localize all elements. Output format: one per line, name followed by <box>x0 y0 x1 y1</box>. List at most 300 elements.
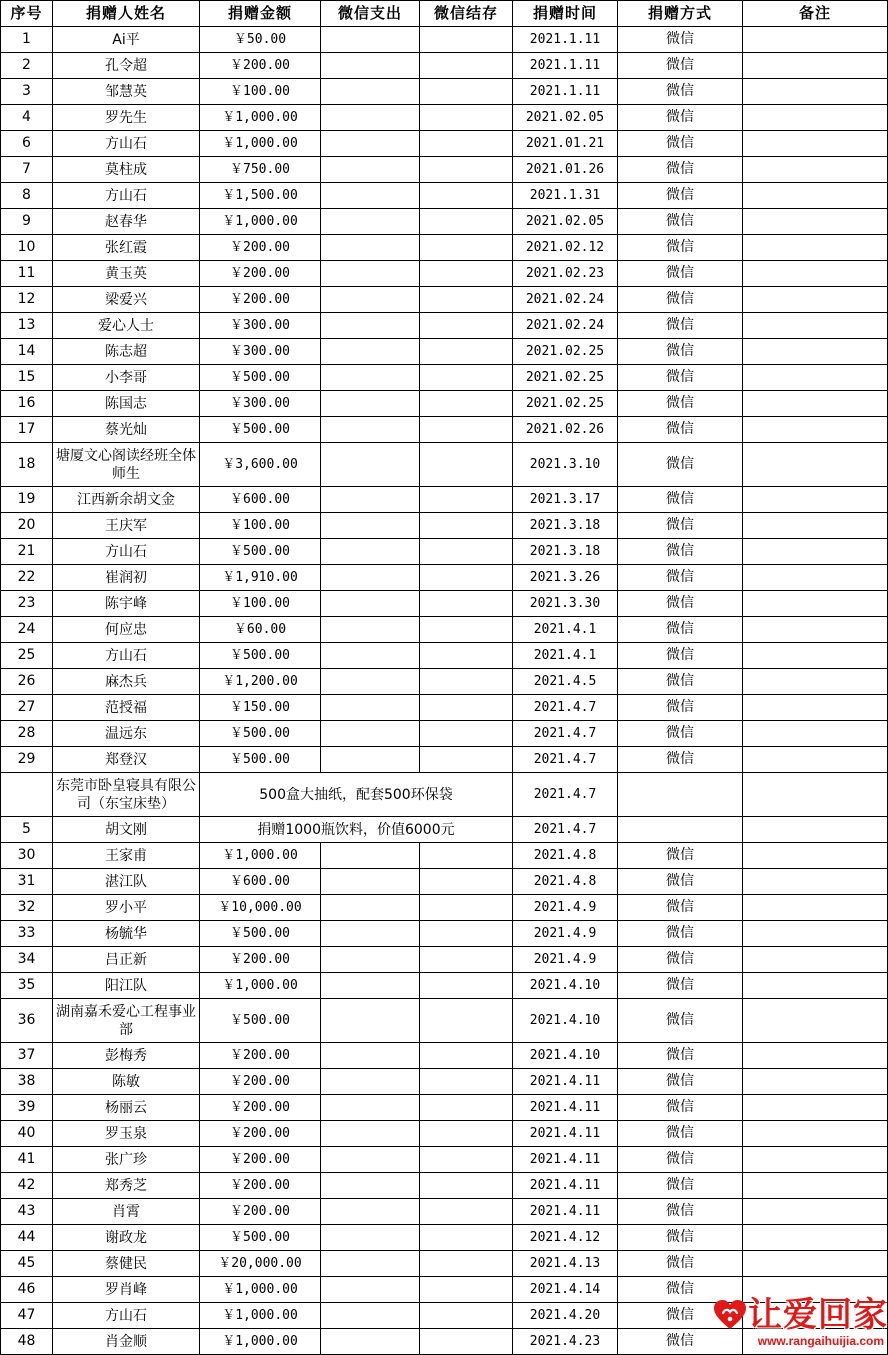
cell-method: 微信 <box>618 617 743 643</box>
cell-amount: ￥500.00 <box>200 539 321 565</box>
cell-remarks <box>743 999 888 1043</box>
cell-remarks <box>743 539 888 565</box>
cell-donor-name: 麻杰兵 <box>53 669 200 695</box>
cell-date: 2021.02.23 <box>513 261 618 287</box>
cell-donor-name: 东莞市卧皇寝具有限公司（东宝床垫） <box>53 773 200 817</box>
cell-wechat-expense <box>321 1277 420 1303</box>
cell-wechat-balance <box>420 1329 513 1355</box>
cell-remarks <box>743 1173 888 1199</box>
cell-remarks <box>743 209 888 235</box>
table-row <box>1 79 888 105</box>
cell-wechat-balance <box>420 999 513 1043</box>
cell-wechat-expense <box>321 53 420 79</box>
table-row <box>1 721 888 747</box>
cell-remarks <box>743 617 888 643</box>
cell-amount: ￥500.00 <box>200 643 321 669</box>
cell-method: 微信 <box>618 209 743 235</box>
cell-method: 微信 <box>618 417 743 443</box>
table-row <box>1 157 888 183</box>
cell-wechat-balance <box>420 235 513 261</box>
cell-serial: 35 <box>1 973 53 999</box>
cell-remarks <box>743 235 888 261</box>
cell-amount: ￥1,000.00 <box>200 105 321 131</box>
cell-serial <box>1 773 53 817</box>
table-body <box>1 27 888 1355</box>
table-row <box>1 1329 888 1355</box>
cell-date: 2021.1.31 <box>513 183 618 209</box>
cell-serial: 11 <box>1 261 53 287</box>
cell-date: 2021.4.7 <box>513 721 618 747</box>
cell-remarks <box>743 1069 888 1095</box>
cell-amount: ￥60.00 <box>200 617 321 643</box>
cell-wechat-expense <box>321 1329 420 1355</box>
cell-amount: ￥200.00 <box>200 1121 321 1147</box>
cell-wechat-balance <box>420 1043 513 1069</box>
cell-wechat-balance <box>420 1147 513 1173</box>
cell-amount: ￥100.00 <box>200 79 321 105</box>
cell-date: 2021.1.11 <box>513 53 618 79</box>
cell-serial: 21 <box>1 539 53 565</box>
cell-remarks <box>743 1303 888 1329</box>
cell-date: 2021.02.24 <box>513 313 618 339</box>
table-row <box>1 287 888 313</box>
cell-donor-name: 罗先生 <box>53 105 200 131</box>
table-row <box>1 365 888 391</box>
cell-wechat-balance <box>420 1277 513 1303</box>
cell-wechat-expense <box>321 1069 420 1095</box>
cell-amount: ￥200.00 <box>200 261 321 287</box>
cell-amount: ￥1,000.00 <box>200 843 321 869</box>
cell-serial: 31 <box>1 869 53 895</box>
cell-method: 微信 <box>618 721 743 747</box>
header-cell-remarks: 备注 <box>743 1 888 27</box>
table-row <box>1 843 888 869</box>
cell-wechat-expense <box>321 339 420 365</box>
cell-method: 微信 <box>618 921 743 947</box>
cell-wechat-expense <box>321 105 420 131</box>
cell-donor-name: 罗玉泉 <box>53 1121 200 1147</box>
cell-date: 2021.4.1 <box>513 643 618 669</box>
cell-remarks <box>743 747 888 773</box>
cell-method: 微信 <box>618 1147 743 1173</box>
cell-wechat-balance <box>420 895 513 921</box>
cell-date: 2021.02.05 <box>513 209 618 235</box>
cell-remarks <box>743 339 888 365</box>
cell-serial: 24 <box>1 617 53 643</box>
cell-wechat-expense <box>321 443 420 487</box>
cell-wechat-balance <box>420 183 513 209</box>
cell-amount: ￥300.00 <box>200 339 321 365</box>
cell-date: 2021.4.1 <box>513 617 618 643</box>
table-row <box>1 391 888 417</box>
cell-date: 2021.01.21 <box>513 131 618 157</box>
table-row <box>1 747 888 773</box>
cell-remarks <box>743 183 888 209</box>
cell-wechat-balance <box>420 487 513 513</box>
cell-wechat-balance <box>420 843 513 869</box>
cell-donor-name: 王家甫 <box>53 843 200 869</box>
cell-amount: ￥1,910.00 <box>200 565 321 591</box>
cell-wechat-expense <box>321 1199 420 1225</box>
cell-date: 2021.1.11 <box>513 79 618 105</box>
cell-remarks <box>743 721 888 747</box>
cell-wechat-balance <box>420 1303 513 1329</box>
cell-date: 2021.4.12 <box>513 1225 618 1251</box>
cell-remarks <box>743 869 888 895</box>
cell-date: 2021.4.11 <box>513 1121 618 1147</box>
cell-serial: 48 <box>1 1329 53 1355</box>
cell-wechat-expense <box>321 513 420 539</box>
cell-serial: 4 <box>1 105 53 131</box>
cell-donor-name: 梁爱兴 <box>53 287 200 313</box>
cell-donor-name: 莫柱成 <box>53 157 200 183</box>
cell-amount: ￥200.00 <box>200 53 321 79</box>
cell-amount: ￥20,000.00 <box>200 1251 321 1277</box>
cell-donor-name: 陈国志 <box>53 391 200 417</box>
cell-serial: 20 <box>1 513 53 539</box>
cell-date: 2021.4.10 <box>513 973 618 999</box>
cell-wechat-expense <box>321 287 420 313</box>
cell-date: 2021.02.24 <box>513 287 618 313</box>
header-cell-wechat-expense: 微信支出 <box>321 1 420 27</box>
cell-wechat-balance <box>420 53 513 79</box>
cell-serial: 45 <box>1 1251 53 1277</box>
cell-donor-name: 蔡健民 <box>53 1251 200 1277</box>
cell-amount: ￥750.00 <box>200 157 321 183</box>
cell-wechat-expense <box>321 417 420 443</box>
cell-method: 微信 <box>618 565 743 591</box>
cell-amount: ￥300.00 <box>200 313 321 339</box>
cell-remarks <box>743 817 888 843</box>
cell-method: 微信 <box>618 27 743 53</box>
table-row <box>1 209 888 235</box>
cell-wechat-balance <box>420 973 513 999</box>
cell-amount: ￥500.00 <box>200 921 321 947</box>
cell-amount: ￥1,000.00 <box>200 209 321 235</box>
cell-wechat-expense <box>321 157 420 183</box>
cell-wechat-balance <box>420 1121 513 1147</box>
cell-remarks <box>743 157 888 183</box>
cell-method: 微信 <box>618 443 743 487</box>
cell-remarks <box>743 1147 888 1173</box>
cell-method: 微信 <box>618 131 743 157</box>
header-row <box>1 1 888 27</box>
cell-amount: ￥200.00 <box>200 1043 321 1069</box>
cell-remarks <box>743 643 888 669</box>
cell-donor-name: 湛江队 <box>53 869 200 895</box>
cell-wechat-expense <box>321 999 420 1043</box>
header-cell-date: 捐赠时间 <box>513 1 618 27</box>
cell-donor-name: 阳江队 <box>53 973 200 999</box>
cell-method: 微信 <box>618 313 743 339</box>
cell-amount: ￥3,600.00 <box>200 443 321 487</box>
cell-wechat-balance <box>420 131 513 157</box>
cell-date: 2021.4.11 <box>513 1095 618 1121</box>
cell-wechat-balance <box>420 313 513 339</box>
cell-amount: ￥600.00 <box>200 869 321 895</box>
cell-remarks <box>743 287 888 313</box>
table-row <box>1 1095 888 1121</box>
cell-amount: ￥500.00 <box>200 999 321 1043</box>
cell-wechat-balance <box>420 617 513 643</box>
cell-remarks <box>743 947 888 973</box>
cell-method: 微信 <box>618 591 743 617</box>
cell-wechat-balance <box>420 105 513 131</box>
cell-wechat-expense <box>321 183 420 209</box>
cell-wechat-balance <box>420 1069 513 1095</box>
cell-wechat-expense <box>321 947 420 973</box>
table-row <box>1 1277 888 1303</box>
cell-donor-name: 陈敏 <box>53 1069 200 1095</box>
cell-amount: ￥500.00 <box>200 1225 321 1251</box>
cell-date: 2021.4.11 <box>513 1199 618 1225</box>
cell-donor-name: 杨毓华 <box>53 921 200 947</box>
cell-date: 2021.3.30 <box>513 591 618 617</box>
cell-wechat-balance <box>420 565 513 591</box>
cell-amount: ￥100.00 <box>200 591 321 617</box>
cell-donor-name: 蔡光灿 <box>53 417 200 443</box>
cell-serial: 34 <box>1 947 53 973</box>
cell-remarks <box>743 921 888 947</box>
cell-serial: 41 <box>1 1147 53 1173</box>
cell-donor-name: 王庆军 <box>53 513 200 539</box>
cell-method: 微信 <box>618 235 743 261</box>
cell-date: 2021.4.20 <box>513 1303 618 1329</box>
cell-donor-name: 吕正新 <box>53 947 200 973</box>
cell-method: 微信 <box>618 1173 743 1199</box>
cell-donor-name: 邹慧英 <box>53 79 200 105</box>
cell-wechat-expense <box>321 261 420 287</box>
cell-serial: 1 <box>1 27 53 53</box>
cell-donor-name: 方山石 <box>53 539 200 565</box>
cell-serial: 39 <box>1 1095 53 1121</box>
cell-wechat-balance <box>420 157 513 183</box>
cell-wechat-expense <box>321 617 420 643</box>
table-row <box>1 1251 888 1277</box>
table-row <box>1 1199 888 1225</box>
cell-method: 微信 <box>618 869 743 895</box>
cell-wechat-expense <box>321 391 420 417</box>
table-row <box>1 947 888 973</box>
cell-remarks <box>743 895 888 921</box>
cell-wechat-expense <box>321 1121 420 1147</box>
cell-date: 2021.4.7 <box>513 747 618 773</box>
cell-serial: 16 <box>1 391 53 417</box>
cell-amount: ￥200.00 <box>200 1069 321 1095</box>
cell-amount: ￥1,000.00 <box>200 1303 321 1329</box>
cell-wechat-balance <box>420 339 513 365</box>
cell-donor-name: 方山石 <box>53 131 200 157</box>
cell-serial: 33 <box>1 921 53 947</box>
cell-wechat-expense <box>321 565 420 591</box>
cell-amount: ￥500.00 <box>200 365 321 391</box>
cell-date: 2021.3.10 <box>513 443 618 487</box>
cell-remarks <box>743 313 888 339</box>
cell-date: 2021.02.05 <box>513 105 618 131</box>
table-row <box>1 105 888 131</box>
cell-wechat-expense <box>321 921 420 947</box>
cell-date: 2021.4.8 <box>513 869 618 895</box>
cell-remarks <box>743 695 888 721</box>
cell-serial: 30 <box>1 843 53 869</box>
cell-date: 2021.02.12 <box>513 235 618 261</box>
cell-donor-name: 谢政龙 <box>53 1225 200 1251</box>
cell-donor-name: 赵春华 <box>53 209 200 235</box>
cell-date: 2021.4.8 <box>513 843 618 869</box>
table-row <box>1 513 888 539</box>
cell-method: 微信 <box>618 1043 743 1069</box>
cell-serial: 10 <box>1 235 53 261</box>
cell-date: 2021.4.5 <box>513 669 618 695</box>
cell-date: 2021.4.11 <box>513 1173 618 1199</box>
table-row <box>1 1225 888 1251</box>
cell-wechat-balance <box>420 1095 513 1121</box>
cell-date: 2021.4.7 <box>513 695 618 721</box>
table-row <box>1 1121 888 1147</box>
cell-wechat-balance <box>420 921 513 947</box>
cell-serial: 47 <box>1 1303 53 1329</box>
cell-remarks <box>743 669 888 695</box>
cell-donor-name: 肖霄 <box>53 1199 200 1225</box>
cell-donor-name: 何应忠 <box>53 617 200 643</box>
cell-serial: 17 <box>1 417 53 443</box>
cell-date: 2021.4.9 <box>513 895 618 921</box>
cell-method: 微信 <box>618 1251 743 1277</box>
cell-serial: 5 <box>1 817 53 843</box>
cell-method: 微信 <box>618 1121 743 1147</box>
cell-donor-name: 肖金顺 <box>53 1329 200 1355</box>
cell-serial: 36 <box>1 999 53 1043</box>
cell-remarks <box>743 1251 888 1277</box>
cell-date: 2021.4.9 <box>513 921 618 947</box>
cell-wechat-expense <box>321 1251 420 1277</box>
cell-wechat-expense <box>321 487 420 513</box>
cell-method: 微信 <box>618 183 743 209</box>
cell-donation-description: 捐赠1000瓶饮料，价值6000元 <box>200 817 513 843</box>
cell-date: 2021.1.11 <box>513 27 618 53</box>
cell-serial: 37 <box>1 1043 53 1069</box>
cell-serial: 19 <box>1 487 53 513</box>
cell-amount: ￥200.00 <box>200 1147 321 1173</box>
cell-donor-name: 杨丽云 <box>53 1095 200 1121</box>
cell-amount: ￥500.00 <box>200 721 321 747</box>
cell-method: 微信 <box>618 1303 743 1329</box>
cell-serial: 6 <box>1 131 53 157</box>
cell-serial: 3 <box>1 79 53 105</box>
cell-method: 微信 <box>618 487 743 513</box>
cell-date: 2021.4.23 <box>513 1329 618 1355</box>
cell-remarks <box>743 513 888 539</box>
cell-donor-name: 崔润初 <box>53 565 200 591</box>
cell-method <box>618 773 743 817</box>
cell-donor-name: Ai平 <box>53 27 200 53</box>
cell-serial: 25 <box>1 643 53 669</box>
cell-amount: ￥150.00 <box>200 695 321 721</box>
cell-date: 2021.3.18 <box>513 513 618 539</box>
cell-remarks <box>743 565 888 591</box>
table-row <box>1 565 888 591</box>
cell-method: 微信 <box>618 643 743 669</box>
cell-wechat-balance <box>420 669 513 695</box>
table-row <box>1 921 888 947</box>
cell-date: 2021.3.18 <box>513 539 618 565</box>
cell-method: 微信 <box>618 895 743 921</box>
cell-serial: 18 <box>1 443 53 487</box>
table-row <box>1 1303 888 1329</box>
cell-amount: ￥1,200.00 <box>200 669 321 695</box>
cell-method: 微信 <box>618 1069 743 1095</box>
cell-wechat-expense <box>321 1225 420 1251</box>
cell-remarks <box>743 131 888 157</box>
cell-remarks <box>743 773 888 817</box>
cell-method: 微信 <box>618 53 743 79</box>
cell-serial: 42 <box>1 1173 53 1199</box>
cell-amount: ￥200.00 <box>200 1199 321 1225</box>
cell-wechat-expense <box>321 1043 420 1069</box>
cell-wechat-balance <box>420 287 513 313</box>
cell-amount: ￥200.00 <box>200 947 321 973</box>
cell-date: 2021.4.13 <box>513 1251 618 1277</box>
cell-method: 微信 <box>618 1225 743 1251</box>
cell-serial: 43 <box>1 1199 53 1225</box>
table-row <box>1 1147 888 1173</box>
table-row <box>1 895 888 921</box>
table-row <box>1 313 888 339</box>
cell-donor-name: 罗小平 <box>53 895 200 921</box>
cell-donation-description: 500盒大抽纸，配套500环保袋 <box>200 773 513 817</box>
cell-wechat-expense <box>321 869 420 895</box>
table-row <box>1 973 888 999</box>
cell-donor-name: 郑秀芝 <box>53 1173 200 1199</box>
cell-method: 微信 <box>618 843 743 869</box>
cell-wechat-expense <box>321 79 420 105</box>
cell-donor-name: 湖南嘉禾爱心工程事业部 <box>53 999 200 1043</box>
cell-remarks <box>743 443 888 487</box>
cell-serial: 23 <box>1 591 53 617</box>
cell-donor-name: 范授福 <box>53 695 200 721</box>
cell-donor-name: 陈宇峰 <box>53 591 200 617</box>
cell-wechat-expense <box>321 1173 420 1199</box>
cell-method: 微信 <box>618 1095 743 1121</box>
cell-method: 微信 <box>618 669 743 695</box>
table-row <box>1 869 888 895</box>
cell-date: 2021.3.17 <box>513 487 618 513</box>
cell-amount: ￥600.00 <box>200 487 321 513</box>
table-row <box>1 617 888 643</box>
cell-wechat-balance <box>420 643 513 669</box>
cell-amount: ￥200.00 <box>200 235 321 261</box>
cell-wechat-balance <box>420 209 513 235</box>
cell-wechat-balance <box>420 721 513 747</box>
cell-amount: ￥1,000.00 <box>200 973 321 999</box>
cell-remarks <box>743 53 888 79</box>
cell-wechat-balance <box>420 443 513 487</box>
cell-remarks <box>743 27 888 53</box>
cell-date: 2021.4.11 <box>513 1069 618 1095</box>
cell-amount: ￥1,000.00 <box>200 1329 321 1355</box>
table-row <box>1 999 888 1043</box>
cell-donor-name: 方山石 <box>53 183 200 209</box>
cell-wechat-balance <box>420 417 513 443</box>
cell-amount: ￥500.00 <box>200 747 321 773</box>
cell-wechat-expense <box>321 365 420 391</box>
table-row <box>1 261 888 287</box>
table-row <box>1 695 888 721</box>
table-row <box>1 339 888 365</box>
cell-remarks <box>743 1043 888 1069</box>
cell-wechat-balance <box>420 365 513 391</box>
cell-wechat-balance <box>420 513 513 539</box>
